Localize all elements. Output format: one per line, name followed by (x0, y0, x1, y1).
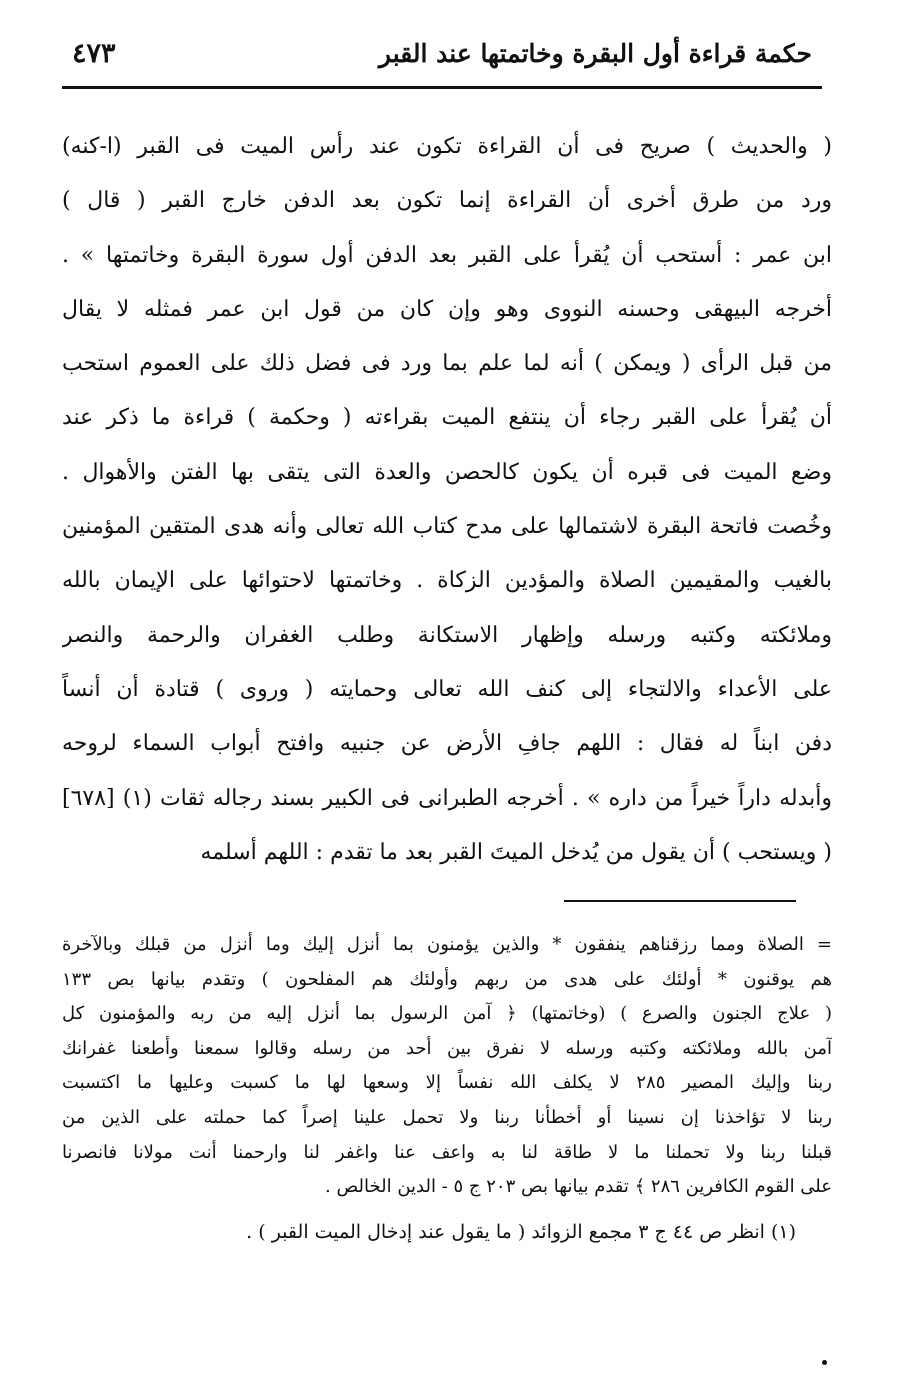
main-text (62, 120, 832, 880)
footnote-line: ربنا وإليك المصير ٢٨٥ لا يكلف الله نفساً إلا وسعها لها ما كسبت وعليها ما اكتسبت (62, 1072, 832, 1094)
footnotes (62, 928, 832, 1249)
page-header (72, 28, 812, 78)
footnote-line: آمن بالله وملائكته وكتبه ورسله لا نفرق بين أحد من رسله وقالوا سمعنا وأطعنا غفرانك (62, 1037, 832, 1059)
text-line: بالغيب والمقيمين الصلاة والمؤدين الزكاة . وخاتمتها لاحتوائها على الإيمان بالله (62, 568, 832, 594)
text-line: وملائكته وكتبه ورسله وإظهار الاستكانة وطلب الغفران والرحمة والنصر (62, 622, 832, 648)
text-line: وضع الميت فى قبره أن يكون كالحصن والعدة التى يتقى بها الفتن والأهوال . (62, 459, 832, 485)
running-title: حكمة قراءة أول البقرة وخاتمتها عند القبر (378, 38, 812, 68)
footnote-separator (564, 900, 796, 902)
text-line: دفن ابناً له فقال : اللهم جافِ الأرض عن جنبيه وافتح أبواب السماء لروحه (62, 731, 832, 757)
page-number: ٤٧٣ (72, 37, 116, 69)
footnote-line: هم يوقنون * أولئك على هدى من ربهم وأولئك هم المفلحون ) وتقدم بيانها بص ١٣٣ (62, 968, 832, 990)
footnote-line: = الصلاة ومما رزقناهم ينفقون * والذين يؤمنون بما أنزل إليك وما أنزل من قبلك وبالآخرة (62, 934, 832, 955)
print-mark (822, 1360, 827, 1365)
text-line: من قبل الرأى ( ويمكن ) أنه لما علم بما ورد فى فضل ذلك على العموم استحب (62, 351, 832, 377)
text-line: وأبدله داراً خيراً من داره » . أخرجه الطبرانى فى الكبير بسند رجاله ثقات (١) [٦٧٨] (62, 785, 832, 811)
footnote-line: على القوم الكافرين ٢٨٦ ﴾ تقدم بيانها بص ٢٠٣ ج ٥ - الدين الخالص . (325, 1176, 832, 1198)
text-line: أخرجه البيهقى وحسنه النووى وهو وإن كان من قول ابن عمر فمثله لا يقال (62, 296, 832, 322)
text-line: وخُصت فاتحة البقرة لاشتمالها على مدح كتاب الله تعالى وأنه هدى المتقين المؤمنين (62, 514, 832, 540)
footnote-1: (١) انظر ص ٤٤ ج ٣ مجمع الزوائد ( ما يقول عند إدخال الميت القبر ) . (246, 1220, 796, 1243)
footnote-line: ربنا لا تؤاخذنا إن نسينا أو أخطأنا ربنا ولا تحمل علينا إصراً كما حملته على الذين من (62, 1106, 832, 1128)
footnote-line: قبلنا ربنا ولا تحملنا ما لا طاقة لنا به واعف عنا واغفر لنا وارحمنا أنت مولانا فانصرنا (62, 1141, 832, 1163)
text-line: ( ويستحب ) أن يقول من يُدخل الميتَ القبر بعد ما تقدم : اللهم أسلمه (200, 839, 832, 865)
text-line: ابن عمر : أستحب أن يُقرأ على القبر بعد الدفن أول سورة البقرة وخاتمتها » . (62, 242, 832, 268)
text-line: ( والحديث ) صريح فى أن القراءة تكون عند رأس الميت فى القبر (ا-كنه) (62, 134, 832, 159)
text-line: ورد من طرق أخرى أن القراءة إنما تكون بعد الدفن خارج القبر ( قال ) (62, 188, 832, 214)
footnote-line: ( علاج الجنون والصرع ) (وخاتمتها) ﴿ آمن الرسول بما أنزل إليه من ربه والمؤمنون كل (62, 1003, 832, 1025)
text-line: على الأعداء والالتجاء إلى كنف الله تعالى وحمايته ( وروى ) قتادة أن أنساً (62, 676, 832, 702)
text-line: أن يُقرأ على القبر رجاء أن ينتفع الميت بقراءته ( وحكمة ) قراءة ما ذكر عند (62, 405, 832, 431)
header-rule (62, 86, 822, 89)
